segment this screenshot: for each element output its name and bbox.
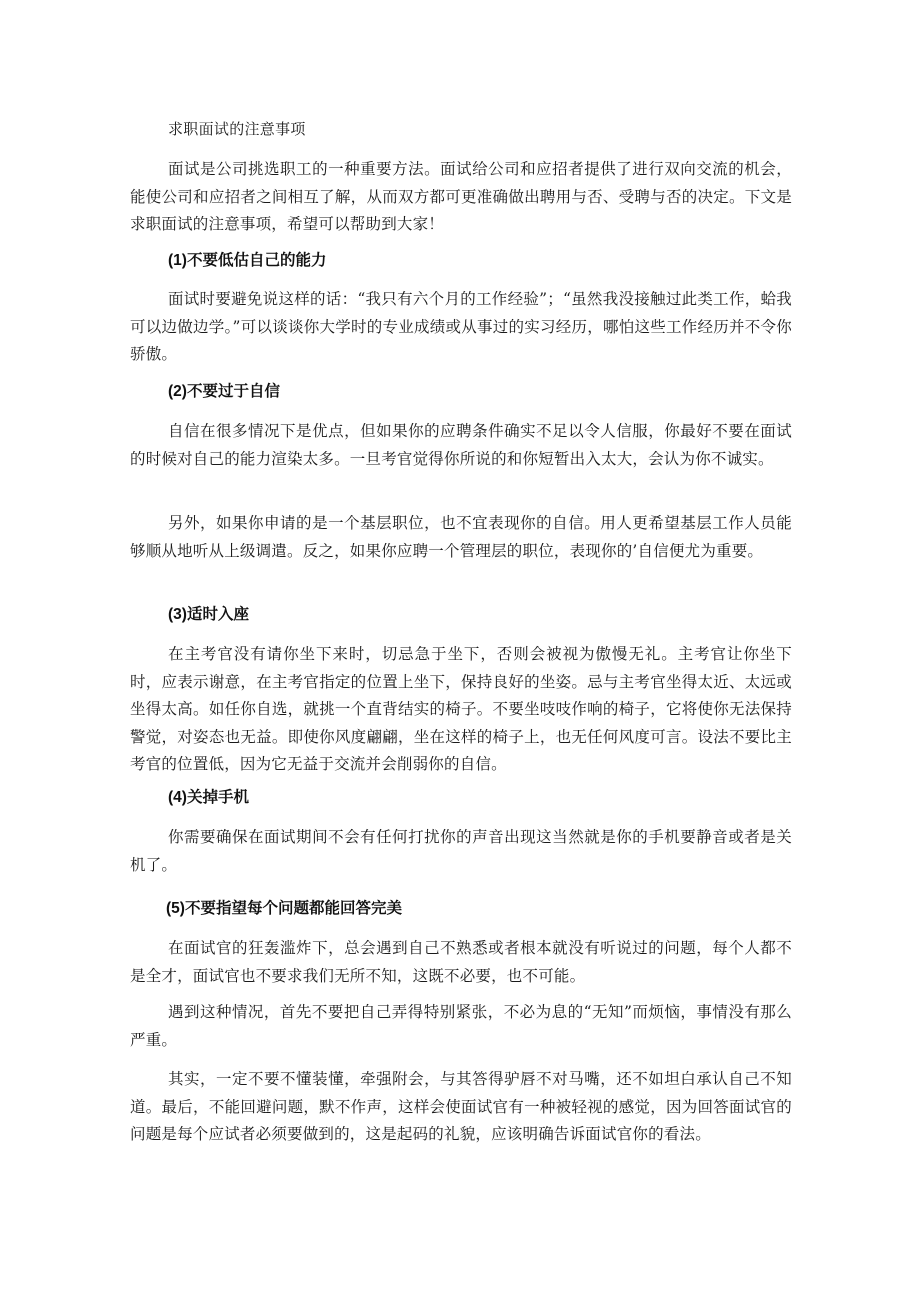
- intro-paragraph: 面试是公司挑选职工的一种重要方法。面试给公司和应招者提供了进行双向交流的机会，能使公司和应招者之间相互了解，从而双方都可更准确做出聘用与否、受聘与否的决定。下文是求职面试的注意事项，希望可以帮助到大家！: [130, 160, 792, 233]
- section-5-paragraph-2: 遇到这种情况，首先不要把自己弄得特别紧张，不必为息的“无知”而烦恼，事情没有那么严重。: [130, 1003, 792, 1049]
- section-4-paragraph-1: 你需要确保在面试期间不会有任何打扰你的声音出现这当然就是你的手机要静音或者是关机了。: [130, 828, 792, 874]
- section-3-paragraph-1: 在主考官没有请你坐下来时，切忌急于坐下，否则会被视为傲慢无礼。主考官让你坐下时，应表示谢意，在主考官指定的位置上坐下，保持良好的坐姿。忌与主考官坐得太近、太远或坐得太高。如任你自选，就挑一个直背结实的椅子。不要坐吱吱作响的椅子，它将使你无法保持警觉，对姿态也无益。即使你风度翩翩，坐在这样的椅子上，也无任何风度可言。设法不要比主考官的位置低，因为它无益于交流并会削弱你的自信。: [130, 645, 792, 773]
- section-3-heading: (3)适时入座: [168, 606, 249, 623]
- section-1-heading: (1)不要低估自己的能力: [168, 252, 327, 269]
- document-title: 求职面试的注意事项: [168, 120, 306, 138]
- section-2-paragraph-2: 另外，如果你申请的是一个基层职位，也不宜表现你的自信。用人更希望基层工作人员能够顺从地听从上级调遣。反之，如果你应聘一个管理层的职位，表现你的’自信便尤为重要。: [130, 514, 792, 560]
- section-5-heading: (5)不要指望每个问题都能回答完美: [166, 900, 402, 917]
- section-5-paragraph-3: 其实，一定不要不懂装懂，牵强附会，与其答得驴唇不对马嘴，还不如坦白承认自己不知道。最后，不能回避问题，默不作声，这样会使面试官有一种被轻视的感觉，因为回答面试官的问题是每个应试者必须要做到的，这是起码的礼貌，应该明确告诉面试官你的看法。: [130, 1070, 792, 1143]
- section-5-paragraph-1: 在面试官的狂轰滥炸下，总会遇到自己不熟悉或者根本就没有听说过的问题，每个人都不是全才，面试官也不要求我们无所不知，这既不必要，也不可能。: [130, 939, 792, 985]
- section-2-heading: (2)不要过于自信: [168, 383, 280, 400]
- section-2-paragraph-1: 自信在很多情况下是优点，但如果你的应聘条件确实不足以令人信服，你最好不要在面试的时候对自己的能力渲染太多。一旦考官觉得你所说的和你短暂出入太大，会认为你不诚实。: [130, 422, 792, 468]
- section-1-paragraph-1: 面试时要避免说这样的话：“我只有六个月的工作经验”；“虽然我没接触过此类工作，蛤我可以边做边学。”可以谈谈你大学时的专业成绩或从事过的实习经历，哪怕这些工作经历并不令你骄傲。: [130, 290, 792, 363]
- section-4-heading: (4)关掉手机: [168, 789, 249, 806]
